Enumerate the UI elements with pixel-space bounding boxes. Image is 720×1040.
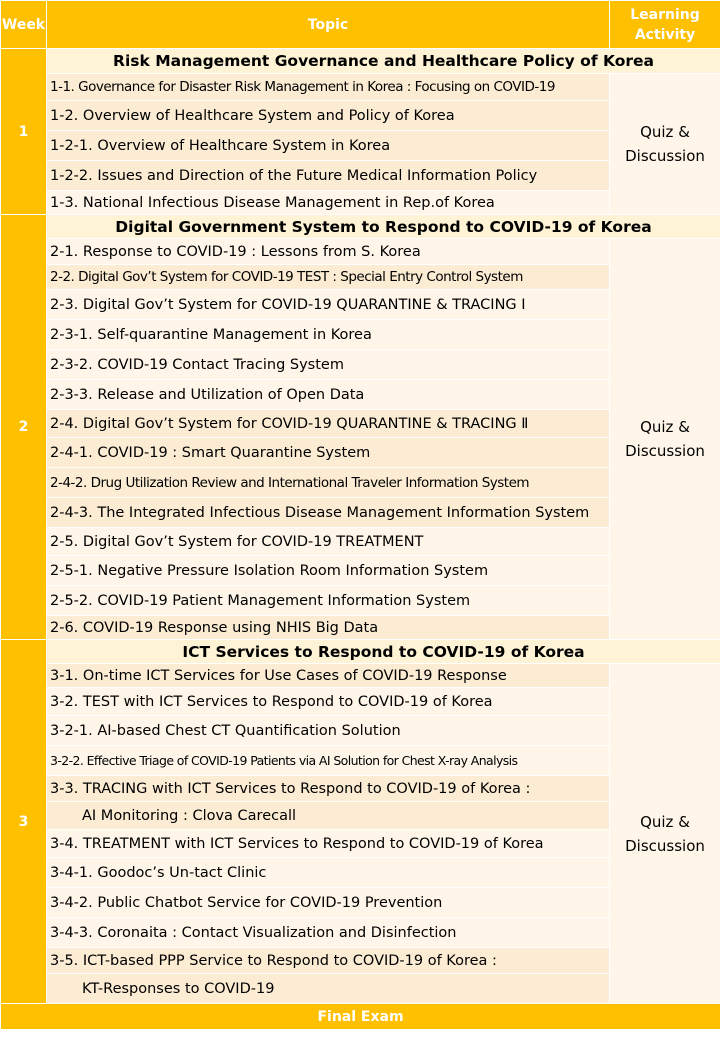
header-row bbox=[1, 1, 720, 49]
final-exam-label: Final Exam bbox=[1, 1004, 720, 1030]
topic-cell: 3-4. TREATMENT with ICT Services to Respond to COVID-19 of Korea bbox=[47, 830, 610, 858]
topic-cell: 2-3-3. Release and Utilization of Open Data bbox=[47, 380, 610, 410]
table-row bbox=[1, 239, 720, 265]
topic-cell: 3-3. TRACING with ICT Services to Respond to COVID-19 of Korea : bbox=[47, 776, 610, 802]
topic-cell: 2-1. Response to COVID-19 : Lessons from S. Korea bbox=[47, 239, 610, 265]
topic-cell: 1-2-2. Issues and Direction of the Future Medical Information Policy bbox=[47, 161, 610, 191]
week-3-number: 3 bbox=[1, 640, 47, 1004]
topic-cell: 3-2-1. AI-based Chest CT Quantification Solution bbox=[47, 716, 610, 746]
topic-cell: 2-3-1. Self-quarantine Management in Korea bbox=[47, 320, 610, 350]
topic-cell: 3-5. ICT-based PPP Service to Respond to COVID-19 of Korea : bbox=[47, 948, 610, 974]
topic-cell: 2-4-1. COVID-19 : Smart Quarantine System bbox=[47, 438, 610, 468]
topic-cell: 3-4-1. Goodoc’s Un-tact Clinic bbox=[47, 858, 610, 888]
topic-cell: 2-2. Digital Gov’t System for COVID-19 TEST : Special Entry Control System bbox=[47, 265, 610, 290]
table-row bbox=[1, 664, 720, 688]
topic-cell: 2-3-2. COVID-19 Contact Tracing System bbox=[47, 350, 610, 380]
topic-cell: 3-2-2. Effective Triage of COVID-19 Patients via AI Solution for Chest X-ray Analysis bbox=[47, 746, 610, 776]
week-2-number: 2 bbox=[1, 215, 47, 640]
topic-cell: 2-4. Digital Gov’t System for COVID-19 QUARANTINE & TRACING Ⅱ bbox=[47, 410, 610, 438]
topic-cell: 2-5-1. Negative Pressure Isolation Room Information System bbox=[47, 556, 610, 586]
week-1-title: Risk Management Governance and Healthcare Policy of Korea bbox=[47, 49, 720, 74]
week-header: Week bbox=[1, 1, 47, 49]
topic-cell: 2-6. COVID-19 Response using NHIS Big Data bbox=[47, 616, 610, 640]
week-1-activity: Quiz & Discussion bbox=[610, 74, 720, 215]
topic-cell: 1-2-1. Overview of Healthcare System in Korea bbox=[47, 131, 610, 161]
topic-cell: AI Monitoring : Clova Carecall bbox=[47, 802, 610, 830]
week-1-number: 1 bbox=[1, 49, 47, 215]
week-3-title-row bbox=[1, 640, 720, 664]
topic-cell: 2-5. Digital Gov’t System for COVID-19 TREATMENT bbox=[47, 528, 610, 556]
topic-cell: 3-4-2. Public Chatbot Service for COVID-19 Prevention bbox=[47, 888, 610, 918]
topic-cell: 3-4-3. Coronaita : Contact Visualization and Disinfection bbox=[47, 918, 610, 948]
topic-cell: 1-2. Overview of Healthcare System and Policy of Korea bbox=[47, 101, 610, 131]
topic-cell: 1-1. Governance for Disaster Risk Management in Korea : Focusing on COVID-19 bbox=[47, 74, 610, 101]
week-3-activity: Quiz & Discussion bbox=[610, 664, 720, 1004]
topic-cell: 3-2. TEST with ICT Services to Respond to COVID-19 of Korea bbox=[47, 688, 610, 716]
topic-cell: 2-5-2. COVID-19 Patient Management Information System bbox=[47, 586, 610, 616]
activity-header: Learning Activity bbox=[610, 1, 720, 49]
topic-cell: KT-Responses to COVID-19 bbox=[47, 974, 610, 1004]
final-exam-row bbox=[1, 1004, 720, 1030]
week-1-title-row bbox=[1, 49, 720, 74]
week-2-title: Digital Government System to Respond to COVID-19 of Korea bbox=[47, 215, 720, 239]
topic-cell: 3-1. On-time ICT Services for Use Cases of COVID-19 Response bbox=[47, 664, 610, 688]
topic-cell: 2-4-3. The Integrated Infectious Disease Management Information System bbox=[47, 498, 610, 528]
week-2-title-row bbox=[1, 215, 720, 239]
week-2-activity: Quiz & Discussion bbox=[610, 239, 720, 640]
week-3-title: ICT Services to Respond to COVID-19 of Korea bbox=[47, 640, 720, 664]
topic-cell: 1-3. National Infectious Disease Management in Rep.of Korea bbox=[47, 191, 610, 215]
table-row bbox=[1, 74, 720, 101]
topic-cell: 2-3. Digital Gov’t System for COVID-19 QUARANTINE & TRACING Ⅰ bbox=[47, 290, 610, 320]
topic-cell: 2-4-2. Drug Utilization Review and International Traveler Information System bbox=[47, 468, 610, 498]
topic-header: Topic bbox=[47, 1, 610, 49]
